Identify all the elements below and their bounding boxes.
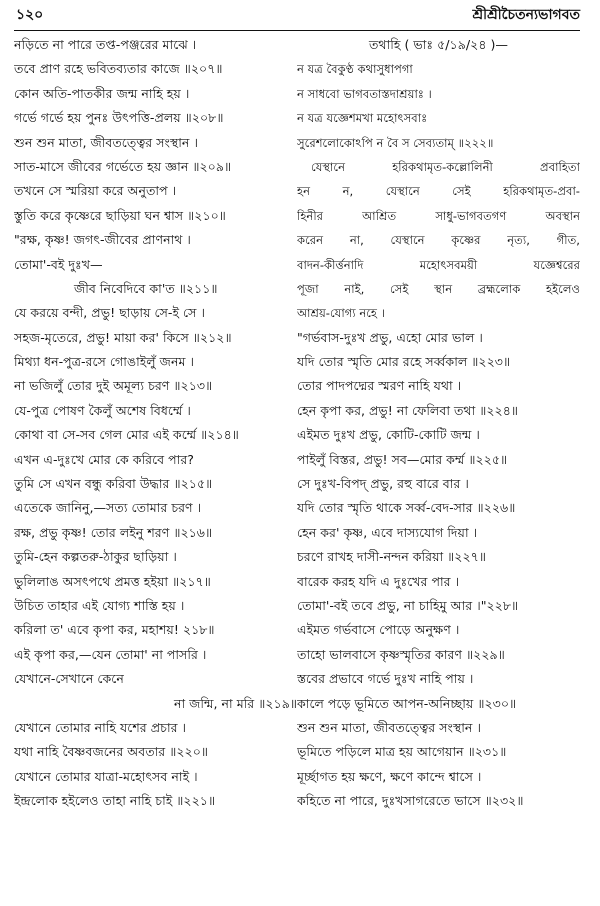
commentary-line: আশ্রয়-যোগ্য নহে ।: [297, 306, 385, 321]
verse-line: যে-পুত্র পোষণ কৈলুঁ অশেষ বিধর্ম্মে ।: [14, 402, 191, 418]
verse-line: হেন কৃপা কর, প্রভু! না ফেলিবা তথা ॥২২৪॥: [297, 402, 519, 418]
verse-line: ভুলিলাঙ অসৎপথে প্রমত্ত হইয়া ॥২১৭॥: [14, 573, 211, 589]
verse-line: যেখানে তোমার যাত্রা-মহোৎসব নাই ।: [14, 768, 198, 784]
verse-line: যেখানে তোমার নাহি যশের প্রচার ।: [14, 719, 187, 735]
verse-line: এখন এ-দুঃখে মোর কে করিবে পার?: [14, 451, 194, 467]
sanskrit-line: ন যত্র বৈকুণ্ঠ কথাসুধাপগা: [297, 62, 413, 77]
sanskrit-line: ন সাধবো ভাগবতাস্তদাশ্রয়াঃ ।: [297, 86, 432, 101]
verse-line: না ভজিলুঁ তোর দুই অমূল্য চরণ ॥২১৩॥: [14, 378, 213, 394]
commentary-line: করেন না, যেস্থানে কৃষ্ণের নৃত্য, গীত,: [297, 233, 580, 248]
commentary-line: পূজা নাই, সেই স্থান ব্রহ্মলোক হইলেও: [297, 281, 580, 296]
verse-line: যথা নাহি বৈষ্ণবজনের অবতার ॥২২০॥: [14, 744, 209, 760]
verse-line: উচিত তাহার এই যোগ্য শাস্তি হয় ।: [14, 597, 185, 613]
verse-line: শুন শুন মাতা, জীবতত্ত্বের সংস্থান ।: [297, 719, 481, 735]
verse-line: কোন অতি-পাতকীর জন্ম নাহি হয় ।: [14, 85, 190, 101]
verse-line: রক্ষ, প্রভু কৃষ্ণ! তোর লইনু শরণ ॥২১৬॥: [14, 524, 213, 540]
verse-line: কালে পড়ে ভূমিতে আপন-অনিচ্ছায় ॥২৩০॥: [297, 695, 517, 711]
verse-line: এতেকে জানিনু,—সত্য তোমার চরণ ।: [14, 500, 202, 516]
verse-line: যেখানে-সেখানে কেনে: [14, 671, 124, 687]
verse-line: সাত-মাসে জীবের গর্ভেতে হয় জ্ঞান ॥২০৯॥: [14, 158, 232, 174]
verse-line: তাহো ভালবাসে কৃষ্ণস্মৃতির কারণ ॥২২৯॥: [297, 646, 505, 662]
commentary-line: হন ন, যেস্থানে সেই হরিকথামৃত-প্রবা-: [297, 184, 580, 199]
running-header: [14, 0, 580, 31]
verse-line: এই কৃপা কর,—যেন তোমা' না পাসরি ।: [14, 646, 207, 662]
page-number: ১২০: [16, 7, 44, 23]
commentary-line: যেস্থানে হরিকথামৃত-কল্লোলিনী প্রবাহিতা: [311, 159, 580, 174]
sanskrit-line: সুরেশলোকোঽপি ন বৈ স সেব্যতাম্ ॥২২২॥: [297, 135, 494, 150]
verse-line: "গর্ভবাস-দুঃখ প্রভু, এহো মোর ভাল ।: [297, 329, 483, 345]
verse-line: তুমি সে এখন বন্ধু করিবা উদ্ধার ॥২১৫॥: [14, 476, 213, 492]
verse-line: তবে প্রাণ রহে ভবিতব্যতার কাজে ॥২০৭॥: [14, 61, 223, 77]
citation-heading: তথাহি ( ভাঃ ৫/১৯/২৪ )—: [368, 37, 509, 52]
verse-line: ইন্দ্রলোক হইলেও তাহা নাহি চাই ॥২২১॥: [14, 793, 216, 809]
verse-line: সে দুঃখ-বিপদ্ প্রভু, রহু বারে বার ।: [297, 476, 469, 492]
verse-line: "রক্ষ, কৃষ্ণ! জগৎ-জীবের প্রাণনাথ ।: [14, 232, 191, 248]
sanskrit-line: ন যত্র যজ্ঞেশমখা মহোৎসবাঃ: [297, 111, 428, 126]
verse-line: মিথ্যা ধন-পুত্র-রসে গোঙাইলুঁ জনম ।: [14, 354, 194, 370]
book-title: শ্রীশ্রীচৈতন্যভাগবত: [472, 7, 580, 23]
verse-line: তোর পাদপদ্মের স্মরণ নাহি যথা ।: [297, 378, 462, 394]
verse-line: নড়িতে না পারে তপ্ত-পঞ্জরের মাঝে ।: [14, 37, 197, 52]
verse-line: যদি তোর স্মৃতি মোর রহে সর্ব্বকাল ॥২২৩॥: [297, 354, 511, 370]
verse-line: যে করয়ে বন্দী, প্রভু! ছাড়ায় সে-ই সে ।: [14, 305, 205, 321]
verse-line: এইমত গর্ভবাসে পোড়ে অনুক্ষণ ।: [297, 622, 460, 638]
verse-line: চরণে রাখহ দাসী-নন্দন করিয়া ॥২২৭॥: [297, 549, 486, 565]
verse-line: বারেক করহ যদি এ দুঃখের পার ।: [297, 573, 460, 589]
verse-line: যদি তোর স্মৃতি থাকে সর্ব্ব-বেদ-সার ॥২২৬॥: [297, 500, 516, 516]
verse-line: তখনে সে স্মরিয়া করে অনুতাপ ।: [14, 183, 177, 199]
verse-line: স্তবের প্রভাবে গর্ভে দুঃখ নাহি পায় ।: [297, 671, 474, 687]
verse-line: এইমত দুঃখ প্রভু, কোটি-কোটি জন্ম ।: [297, 427, 480, 443]
verse-line: সহজ-মৃতেরে, প্রভু! মায়া কর' কিসে ॥২১২॥: [14, 329, 232, 345]
right-column: [297, 33, 580, 814]
verse-line: না জন্মি, না মরি ॥২১৯॥: [173, 695, 297, 711]
verse-line: মূর্চ্ছাগত হয় ক্ষণে, ক্ষণে কান্দে শ্বাসে ।: [297, 768, 482, 784]
verse-line: কোথা বা সে-সব গেল মোর এই কর্ম্মে ॥২১৪॥: [14, 427, 239, 443]
verse-line: হেন কর' কৃষ্ণ, এবে দাস্যযোগ দিয়া ।: [297, 524, 478, 540]
verse-line: কহিতে না পারে, দুঃখসাগরেতে ভাসে ॥২৩২॥: [297, 793, 524, 809]
commentary-line: হিনীর আশ্রিত সাধু-ভাগবতগণ অবস্থান: [297, 208, 580, 223]
commentary-line: বাদন-কীর্ত্তনাদি মহোৎসবময়ী যজ্ঞেশ্বরের: [297, 257, 580, 272]
verse-line: ভূমিতে পড়িলে মাত্র হয় আগেয়ান ॥২৩১॥: [297, 744, 507, 760]
text-columns: [14, 33, 580, 814]
verse-line: করিলা ত' এবে কৃপা কর, মহাশয়! ২১৮॥: [14, 622, 215, 638]
verse-line: তুমি-হেন কল্পতরু-ঠাকুর ছাড়িয়া ।: [14, 549, 177, 565]
verse-line: গর্ভে গর্ভে হয় পুনঃ উৎপত্তি-প্রলয় ॥২০৮॥: [14, 110, 224, 126]
verse-line: তোমা'-বই তবে প্রভু, না চাহিমু আর ।"২২৮॥: [297, 597, 519, 613]
verse-line: জীব নিবেদিবে কা'ত ॥২১১॥: [74, 280, 218, 296]
verse-line: পাইলুঁ বিস্তর, প্রভু! সব—মোর কর্ম্ম ॥২২৫॥: [297, 451, 508, 467]
left-column: [14, 33, 297, 814]
verse-line: স্তুতি করে কৃষ্ণেরে ছাড়িয়া ঘন শ্বাস ॥২১০॥: [14, 207, 226, 223]
verse-line: শুন শুন মাতা, জীবতত্ত্বের সংস্থান ।: [14, 134, 198, 150]
verse-line: তোমা'-বই দুঃখ—: [14, 256, 103, 272]
